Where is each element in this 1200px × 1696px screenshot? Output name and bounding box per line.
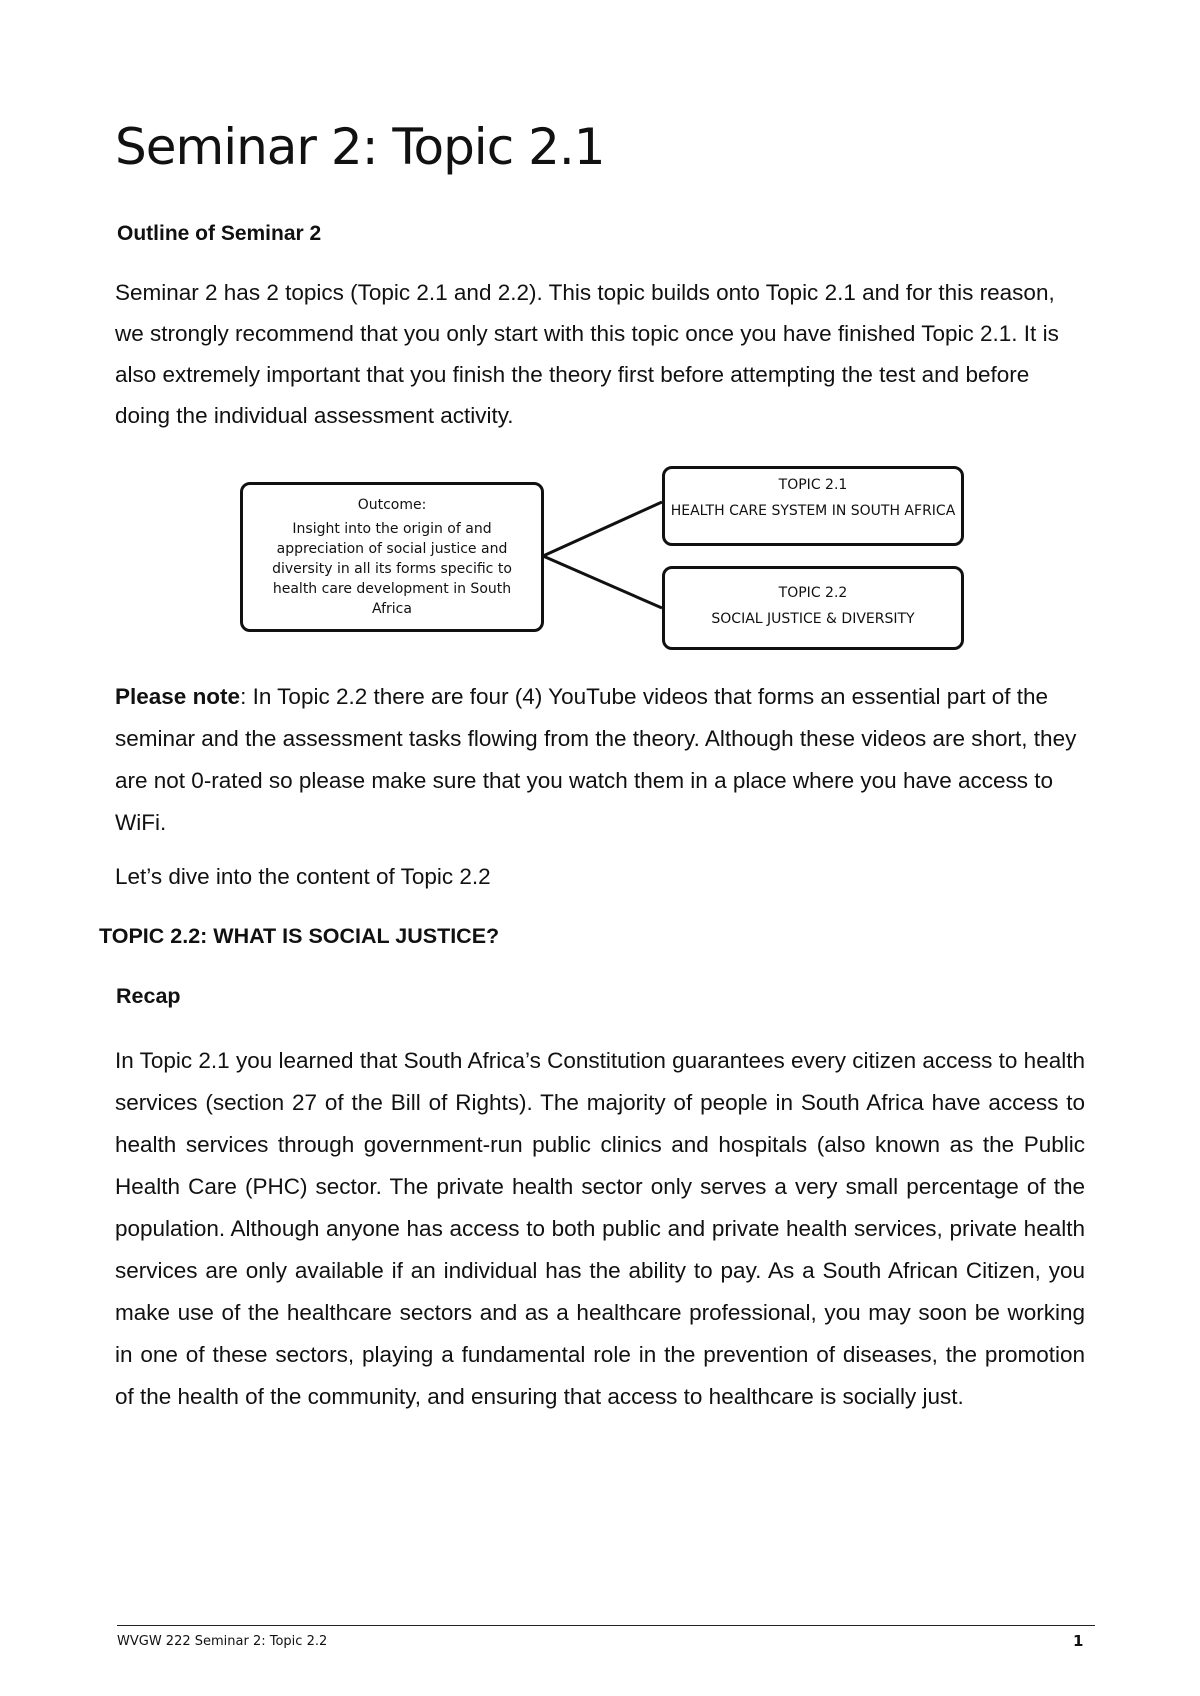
topic-2-1-text: HEALTH CARE SYSTEM IN SOUTH AFRICA xyxy=(670,503,956,519)
topic-2-1-box xyxy=(662,466,964,546)
please-note-paragraph xyxy=(115,676,1085,844)
lets-dive-text: Let’s dive into the content of Topic 2.2 xyxy=(115,864,491,889)
recap-paragraph: In Topic 2.1 you learned that South Africa’s Constitution guarantees every citizen access to health services (section 27 of the Bill of Rights). The majority of people in South Africa have access to health services through government-run public clinics and hospitals (also known as the Public Health Care (PHC) sector. The private health sector only serves a very small percentage of the population. Although anyone has access to both public and private health services, private health services are only available if an individual has the ability to pay. As a South African Citizen, you make use of the healthcare sectors and as a healthcare professional, you may soon be working in one of these sectors, playing a fundamental role in the prevention of diseases, the promotion of the health of the community, and ensuring that access to healthcare is socially just. xyxy=(115,1048,1085,1409)
topic-2-2-text: SOCIAL JUSTICE & DIVERSITY xyxy=(711,611,915,627)
footer-course-label: WVGW 222 Seminar 2: Topic 2.2 xyxy=(117,1634,328,1649)
outcome-label: Outcome: xyxy=(357,497,427,513)
topic-2-2-heading: TOPIC 2.2: WHAT IS SOCIAL JUSTICE? xyxy=(99,924,500,948)
outcome-box xyxy=(240,482,544,632)
page-number: 1 xyxy=(1073,1632,1084,1650)
topic-2-2-box xyxy=(662,566,964,650)
intro-paragraph: Seminar 2 has 2 topics (Topic 2.1 and 2.2). This topic builds onto Topic 2.1 and for this reason, we strongly recommend that you only start with this topic once you have finished Topic 2.1. It is also extremely important that you finish the theory first before attempting the test and before doing the individual assessment activity. xyxy=(115,280,1059,428)
connector-line-topic-2-1 xyxy=(543,502,662,556)
topic-2-1-label: TOPIC 2.1 xyxy=(778,477,848,493)
connector-line-topic-2-2 xyxy=(543,556,662,608)
footer-divider xyxy=(117,1625,1095,1626)
page-title: Seminar 2: Topic 2.1 xyxy=(115,118,605,176)
please-note-text: : In Topic 2.2 there are four (4) YouTube videos that forms an essential part of the seminar and the assessment tasks flowing from the theory. Although these videos are short, they are not 0-rated so please make sure that you watch them in a place where you have access to WiFi. xyxy=(115,684,1077,835)
outline-heading: Outline of Seminar 2 xyxy=(117,222,322,245)
please-note-label: Please note xyxy=(115,684,241,709)
topic-2-2-label: TOPIC 2.2 xyxy=(778,585,848,601)
recap-heading: Recap xyxy=(116,984,181,1008)
outcome-text: Insight into the origin of and appreciation of social justice and diversity in all its forms specific to health care development in South Africa xyxy=(272,521,512,617)
